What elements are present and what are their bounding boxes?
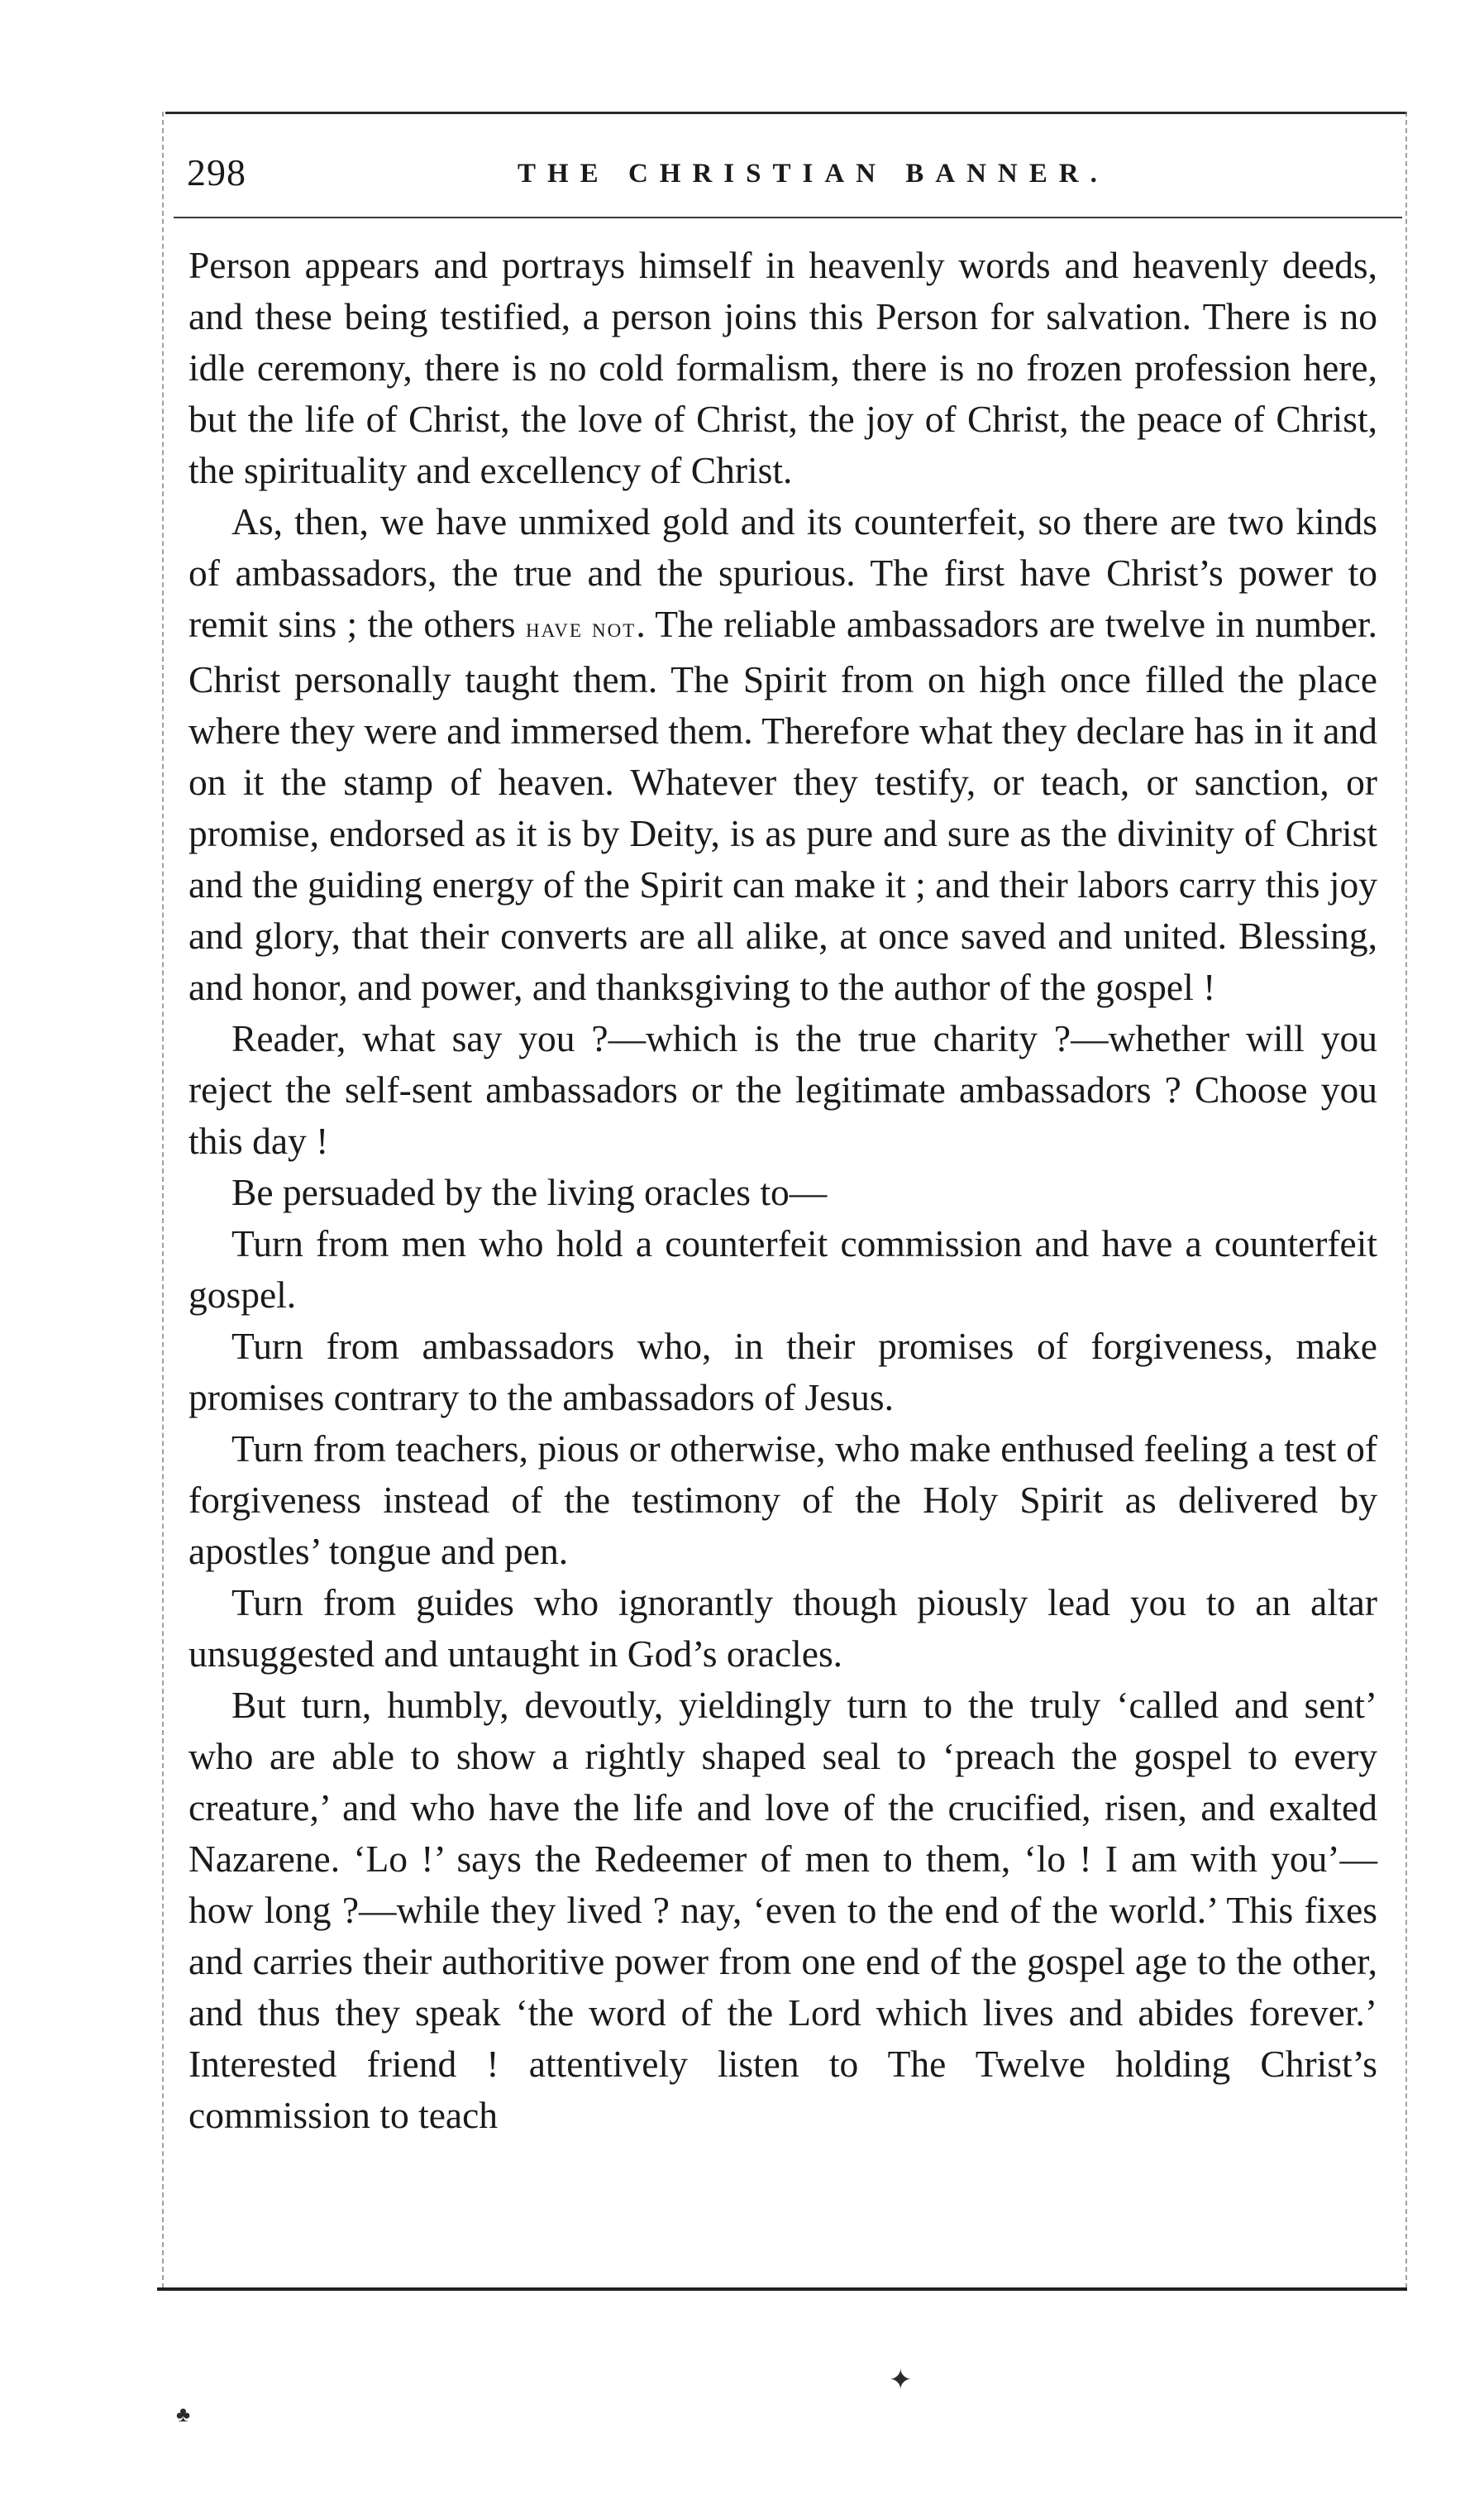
paragraph	[188, 496, 1377, 1013]
paragraph: Person appears and portrays himself in heavenly words and heavenly deeds, and these being testified, a person joins this Person for salvation. There is no idle ceremony, there is no cold formalism, there is no frozen profession here, but the life of Christ, the love of Christ, the joy of Christ, the peace of Christ, the spirituality and excellency of Christ.	[188, 244, 1377, 491]
paragraph: Reader, what say you ?—which is the true charity ?—whether will you reject the self-sent ambassadors or the legitimate ambassadors ? Choose you this day !	[188, 1017, 1377, 1162]
small-caps-text: have not	[525, 614, 637, 643]
paragraph: Turn from ambassadors who, in their promises of forgiveness, make promises contrary to the ambassadors of Jesus.	[188, 1325, 1377, 1418]
left-border-rule	[162, 112, 164, 2288]
paragraph: Turn from guides who ignorantly though piously lead you to an altar unsuggested and untaught in God’s oracles.	[188, 1581, 1377, 1675]
paragraph-text: As, then, we have unmixed gold and its counterfeit, so there are two kinds of ambassadors, the true and the spurious. The first have Christ’s power to remit sins ; the others	[188, 500, 1377, 645]
header-rule	[174, 217, 1402, 218]
paragraph: Be persuaded by the living oracles to—	[231, 1171, 828, 1213]
bottom-border-rule	[157, 2287, 1407, 2291]
page-number: 298	[187, 151, 246, 194]
paragraph: Turn from teachers, pious or otherwise, who make enthused feeling a test of forgiveness instead of the testimony of the Holy Spirit as delivered by apostles’ tongue and pen.	[188, 1427, 1377, 1572]
paragraph: But turn, humbly, devoutly, yieldingly turn to the truly ‘called and sent’ who are able to show a rightly shaped seal to ‘preach the gospel to every creature,’ and who have the life and love of the crucified, risen, and exalted Nazarene. ‘Lo !’ says the Redeemer of men to them, ‘lo ! I am with you’—how long ?—while they lived ? nay, ‘even to the end of the world.’ This fixes and carries their authoritive power from one end of the gospel age to the other, and thus they speak ‘the word of the Lord which lives and abides forever.’ Interested friend ! attentively listen to The Twelve holding Christ’s commission to teach	[188, 1684, 1377, 2136]
right-border-rule	[1405, 112, 1407, 2288]
journal-title: THE CHRISTIAN BANNER.	[518, 159, 1109, 189]
paragraph-text: . The reliable ambassadors are twelve in number. Christ personally taught them. The Spirit from on high once filled the place where they were and immersed them. Therefore what they declare has in it and on it the stamp of heaven. Whatever they testify, or teach, or sanction, or promise, endorsed as it is by Deity, is as pure and sure as the divinity of Christ and the guiding energy of the Spirit can make it ; and their labors carry this joy and glory, that their converts are all alike, at once saved and united. Blessing, and honor, and power, and thanksgiving to the author of the gospel !	[188, 603, 1377, 1008]
page-body	[188, 240, 1377, 2141]
paragraph: Turn from men who hold a counterfeit commission and have a counterfeit gospel.	[188, 1222, 1377, 1316]
ink-mark: ✦	[889, 2365, 913, 2396]
top-border-rule	[165, 112, 1407, 114]
running-head	[187, 151, 1396, 200]
ink-mark: ♣	[176, 2402, 191, 2426]
